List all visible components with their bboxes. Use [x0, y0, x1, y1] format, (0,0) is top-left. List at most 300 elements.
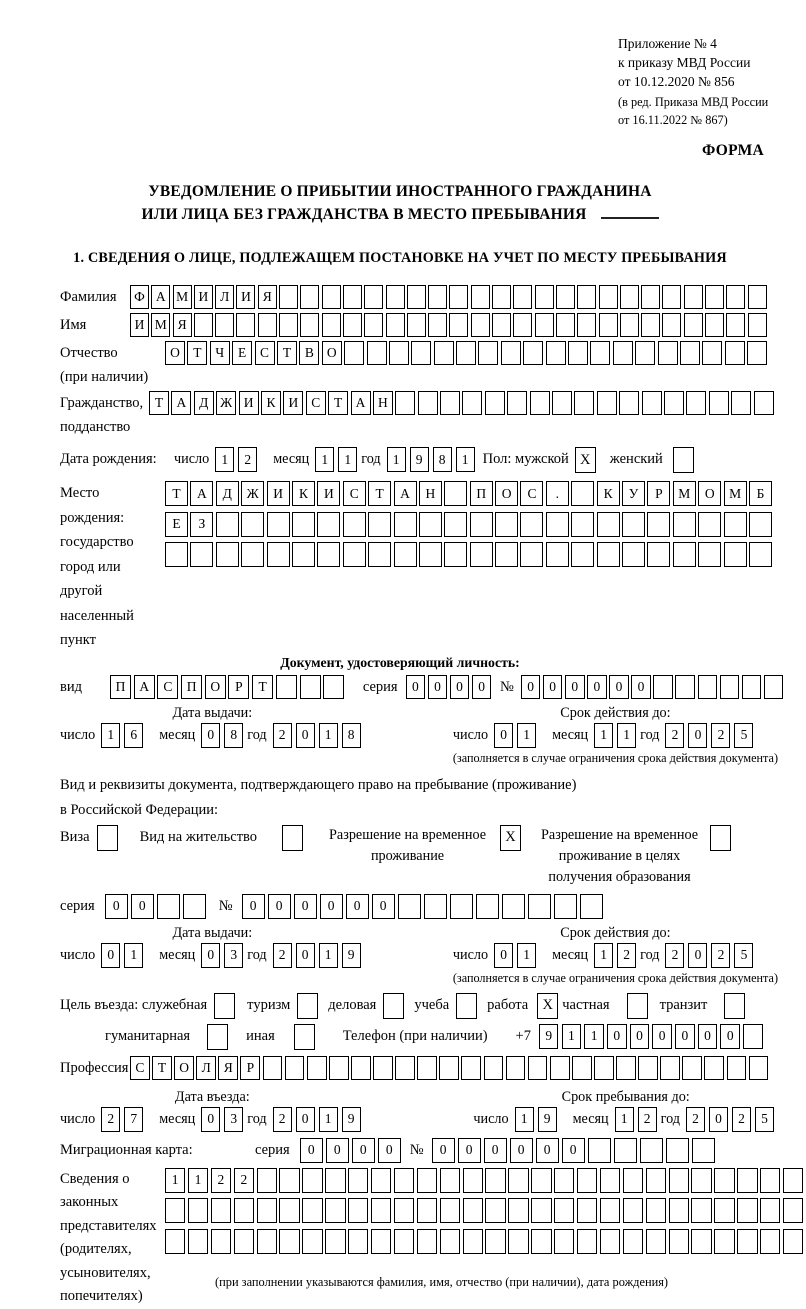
- char-box[interactable]: [470, 512, 493, 537]
- char-box[interactable]: [263, 1056, 283, 1080]
- char-box[interactable]: [165, 1198, 185, 1223]
- char-box[interactable]: [571, 542, 594, 567]
- char-box[interactable]: [292, 512, 315, 537]
- char-box[interactable]: [215, 313, 234, 337]
- char-box[interactable]: 1: [456, 447, 475, 472]
- char-box[interactable]: П: [181, 675, 202, 699]
- char-box[interactable]: 0: [609, 675, 629, 699]
- char-box[interactable]: [691, 1229, 711, 1254]
- char-box[interactable]: [554, 1198, 574, 1223]
- char-box[interactable]: [600, 1168, 620, 1193]
- char-box[interactable]: 2: [101, 1107, 120, 1132]
- char-box[interactable]: [577, 285, 596, 309]
- char-box[interactable]: 0: [268, 894, 291, 919]
- char-box[interactable]: [653, 675, 673, 699]
- char-box[interactable]: [594, 1056, 614, 1080]
- char-box[interactable]: 1: [165, 1168, 185, 1193]
- char-box[interactable]: 1: [319, 1107, 338, 1132]
- char-box[interactable]: [554, 1168, 574, 1193]
- char-box[interactable]: [724, 512, 747, 537]
- char-box[interactable]: 1: [594, 943, 613, 968]
- char-box[interactable]: 2: [711, 943, 730, 968]
- char-box[interactable]: [588, 1138, 611, 1163]
- char-box[interactable]: 0: [688, 723, 707, 748]
- char-box[interactable]: [394, 1168, 414, 1193]
- char-box[interactable]: [748, 285, 767, 309]
- char-box[interactable]: [646, 1168, 666, 1193]
- char-box[interactable]: 0: [543, 675, 563, 699]
- char-box[interactable]: [577, 313, 596, 337]
- purpose-study-checkbox[interactable]: [456, 993, 477, 1019]
- char-box[interactable]: 0: [101, 943, 120, 968]
- char-box[interactable]: [669, 1229, 689, 1254]
- char-box[interactable]: [211, 1229, 231, 1254]
- char-box[interactable]: 0: [105, 894, 128, 919]
- char-box[interactable]: [702, 341, 722, 365]
- char-box[interactable]: И: [130, 313, 149, 337]
- char-box[interactable]: О: [174, 1056, 194, 1080]
- char-box[interactable]: [749, 1056, 769, 1080]
- char-box[interactable]: [622, 512, 645, 537]
- char-box[interactable]: [748, 313, 767, 337]
- char-box[interactable]: [698, 542, 721, 567]
- char-box[interactable]: [622, 542, 645, 567]
- char-box[interactable]: [285, 1056, 305, 1080]
- char-box[interactable]: [478, 341, 498, 365]
- char-box[interactable]: [279, 1168, 299, 1193]
- char-box[interactable]: [616, 1056, 636, 1080]
- char-box[interactable]: [577, 1168, 597, 1193]
- purpose-transit-checkbox[interactable]: [724, 993, 745, 1019]
- purpose-tourism-checkbox[interactable]: [297, 993, 318, 1019]
- char-box[interactable]: [302, 1168, 322, 1193]
- char-box[interactable]: [450, 894, 473, 919]
- char-box[interactable]: [764, 675, 784, 699]
- char-box[interactable]: [440, 1168, 460, 1193]
- char-box[interactable]: [535, 313, 554, 337]
- char-box[interactable]: О: [165, 341, 185, 365]
- char-box[interactable]: 2: [617, 943, 636, 968]
- char-box[interactable]: [692, 1138, 715, 1163]
- char-box[interactable]: [556, 285, 575, 309]
- char-box[interactable]: 1: [315, 447, 334, 472]
- char-box[interactable]: [444, 512, 467, 537]
- char-box[interactable]: 0: [406, 675, 426, 699]
- char-box[interactable]: [241, 542, 264, 567]
- char-box[interactable]: 0: [565, 675, 585, 699]
- char-box[interactable]: [323, 675, 344, 699]
- char-box[interactable]: [444, 542, 467, 567]
- char-box[interactable]: [190, 542, 213, 567]
- char-box[interactable]: [317, 512, 340, 537]
- char-box[interactable]: А: [171, 391, 191, 415]
- purpose-private-checkbox[interactable]: [627, 993, 648, 1019]
- char-box[interactable]: [267, 512, 290, 537]
- char-box[interactable]: [386, 285, 405, 309]
- visa-checkbox[interactable]: [97, 825, 118, 851]
- char-box[interactable]: [440, 391, 460, 415]
- char-box[interactable]: [669, 1168, 689, 1193]
- char-box[interactable]: [343, 542, 366, 567]
- char-box[interactable]: [417, 1168, 437, 1193]
- char-box[interactable]: 0: [428, 675, 448, 699]
- char-box[interactable]: [691, 1198, 711, 1223]
- char-box[interactable]: [662, 313, 681, 337]
- char-box[interactable]: [389, 341, 409, 365]
- char-box[interactable]: [641, 313, 660, 337]
- char-box[interactable]: [300, 285, 319, 309]
- char-box[interactable]: 2: [234, 1168, 254, 1193]
- char-box[interactable]: Н: [419, 481, 442, 506]
- char-box[interactable]: 0: [484, 1138, 507, 1163]
- char-box[interactable]: [484, 1056, 504, 1080]
- char-box[interactable]: [571, 512, 594, 537]
- char-box[interactable]: [344, 341, 364, 365]
- char-box[interactable]: [640, 1138, 663, 1163]
- char-box[interactable]: О: [205, 675, 226, 699]
- char-box[interactable]: [368, 542, 391, 567]
- char-box[interactable]: Б: [749, 481, 772, 506]
- char-box[interactable]: [394, 1198, 414, 1223]
- char-box[interactable]: [528, 894, 551, 919]
- char-box[interactable]: .: [546, 481, 569, 506]
- char-box[interactable]: Т: [152, 1056, 172, 1080]
- char-box[interactable]: 1: [338, 447, 357, 472]
- char-box[interactable]: [599, 285, 618, 309]
- char-box[interactable]: [216, 512, 239, 537]
- char-box[interactable]: А: [190, 481, 213, 506]
- char-box[interactable]: [599, 313, 618, 337]
- char-box[interactable]: С: [130, 1056, 150, 1080]
- char-box[interactable]: 0: [562, 1138, 585, 1163]
- char-box[interactable]: 0: [201, 943, 220, 968]
- char-box[interactable]: [279, 1198, 299, 1223]
- char-box[interactable]: 0: [472, 675, 492, 699]
- char-box[interactable]: [577, 1229, 597, 1254]
- char-box[interactable]: 0: [494, 723, 513, 748]
- char-box[interactable]: [749, 542, 772, 567]
- purpose-work-checkbox[interactable]: X: [537, 993, 558, 1019]
- char-box[interactable]: [371, 1198, 391, 1223]
- char-box[interactable]: [642, 391, 662, 415]
- char-box[interactable]: З: [190, 512, 213, 537]
- char-box[interactable]: [646, 1198, 666, 1223]
- char-box[interactable]: [165, 542, 188, 567]
- char-box[interactable]: [749, 512, 772, 537]
- char-box[interactable]: Т: [368, 481, 391, 506]
- char-box[interactable]: [737, 1229, 757, 1254]
- char-box[interactable]: [530, 391, 550, 415]
- char-box[interactable]: 3: [224, 1107, 243, 1132]
- char-box[interactable]: [714, 1198, 734, 1223]
- char-box[interactable]: [343, 313, 362, 337]
- char-box[interactable]: 8: [342, 723, 361, 748]
- male-checkbox[interactable]: X: [575, 447, 596, 473]
- char-box[interactable]: И: [317, 481, 340, 506]
- char-box[interactable]: [322, 285, 341, 309]
- char-box[interactable]: 5: [734, 723, 753, 748]
- char-box[interactable]: 9: [342, 1107, 361, 1132]
- char-box[interactable]: Т: [277, 341, 297, 365]
- char-box[interactable]: [183, 894, 206, 919]
- char-box[interactable]: 0: [631, 675, 651, 699]
- char-box[interactable]: [590, 341, 610, 365]
- char-box[interactable]: [673, 512, 696, 537]
- char-box[interactable]: [682, 1056, 702, 1080]
- char-box[interactable]: [552, 391, 572, 415]
- char-box[interactable]: [747, 341, 767, 365]
- char-box[interactable]: Е: [232, 341, 252, 365]
- char-box[interactable]: [417, 1056, 437, 1080]
- char-box[interactable]: [620, 285, 639, 309]
- char-box[interactable]: 1: [517, 943, 536, 968]
- char-box[interactable]: Т: [252, 675, 273, 699]
- char-box[interactable]: Р: [240, 1056, 260, 1080]
- char-box[interactable]: 2: [665, 943, 684, 968]
- char-box[interactable]: 0: [346, 894, 369, 919]
- char-box[interactable]: 0: [607, 1024, 627, 1049]
- char-box[interactable]: Р: [228, 675, 249, 699]
- char-box[interactable]: С: [520, 481, 543, 506]
- char-box[interactable]: [440, 1198, 460, 1223]
- char-box[interactable]: [660, 1056, 680, 1080]
- char-box[interactable]: 0: [587, 675, 607, 699]
- char-box[interactable]: [279, 285, 298, 309]
- char-box[interactable]: [439, 1056, 459, 1080]
- char-box[interactable]: [572, 1056, 592, 1080]
- char-box[interactable]: [417, 1198, 437, 1223]
- char-box[interactable]: [725, 341, 745, 365]
- char-box[interactable]: Я: [173, 313, 192, 337]
- char-box[interactable]: [325, 1198, 345, 1223]
- char-box[interactable]: Т: [165, 481, 188, 506]
- char-box[interactable]: [241, 512, 264, 537]
- char-box[interactable]: [600, 1229, 620, 1254]
- char-box[interactable]: 0: [720, 1024, 740, 1049]
- char-box[interactable]: [546, 512, 569, 537]
- char-box[interactable]: 0: [521, 675, 541, 699]
- char-box[interactable]: [613, 341, 633, 365]
- char-box[interactable]: [485, 1229, 505, 1254]
- char-box[interactable]: [485, 391, 505, 415]
- char-box[interactable]: [364, 313, 383, 337]
- char-box[interactable]: 0: [536, 1138, 559, 1163]
- char-box[interactable]: Н: [373, 391, 393, 415]
- char-box[interactable]: 1: [319, 943, 338, 968]
- char-box[interactable]: [520, 542, 543, 567]
- char-box[interactable]: М: [673, 481, 696, 506]
- char-box[interactable]: [165, 1229, 185, 1254]
- char-box[interactable]: 0: [201, 723, 220, 748]
- char-box[interactable]: [411, 341, 431, 365]
- char-box[interactable]: 0: [296, 1107, 315, 1132]
- char-box[interactable]: [364, 285, 383, 309]
- char-box[interactable]: [513, 313, 532, 337]
- char-box[interactable]: [398, 894, 421, 919]
- char-box[interactable]: [492, 285, 511, 309]
- char-box[interactable]: [276, 675, 297, 699]
- char-box[interactable]: И: [194, 285, 213, 309]
- residence-permit-checkbox[interactable]: [282, 825, 303, 851]
- char-box[interactable]: [508, 1168, 528, 1193]
- char-box[interactable]: [325, 1168, 345, 1193]
- char-box[interactable]: 0: [296, 943, 315, 968]
- char-box[interactable]: 0: [300, 1138, 323, 1163]
- char-box[interactable]: [684, 285, 703, 309]
- char-box[interactable]: Я: [218, 1056, 238, 1080]
- char-box[interactable]: 9: [538, 1107, 557, 1132]
- char-box[interactable]: [742, 675, 762, 699]
- char-box[interactable]: Ч: [210, 341, 230, 365]
- char-box[interactable]: [395, 1056, 415, 1080]
- char-box[interactable]: [686, 391, 706, 415]
- char-box[interactable]: [714, 1229, 734, 1254]
- char-box[interactable]: [343, 512, 366, 537]
- char-box[interactable]: В: [299, 341, 319, 365]
- char-box[interactable]: [351, 1056, 371, 1080]
- char-box[interactable]: [507, 391, 527, 415]
- char-box[interactable]: [638, 1056, 658, 1080]
- char-box[interactable]: [428, 313, 447, 337]
- char-box[interactable]: [395, 391, 415, 415]
- char-box[interactable]: [348, 1198, 368, 1223]
- char-box[interactable]: [188, 1229, 208, 1254]
- char-box[interactable]: [495, 542, 518, 567]
- char-box[interactable]: [535, 285, 554, 309]
- char-box[interactable]: [554, 894, 577, 919]
- char-box[interactable]: [300, 675, 321, 699]
- char-box[interactable]: [348, 1168, 368, 1193]
- char-box[interactable]: С: [306, 391, 326, 415]
- char-box[interactable]: [258, 313, 277, 337]
- char-box[interactable]: Ж: [216, 391, 236, 415]
- char-box[interactable]: Т: [149, 391, 169, 415]
- char-box[interactable]: 0: [458, 1138, 481, 1163]
- char-box[interactable]: 1: [124, 943, 143, 968]
- char-box[interactable]: [724, 542, 747, 567]
- char-box[interactable]: 2: [273, 1107, 292, 1132]
- purpose-other-checkbox[interactable]: [294, 1024, 315, 1050]
- char-box[interactable]: [550, 1056, 570, 1080]
- char-box[interactable]: 6: [124, 723, 143, 748]
- char-box[interactable]: 0: [432, 1138, 455, 1163]
- char-box[interactable]: [614, 1138, 637, 1163]
- char-box[interactable]: 0: [201, 1107, 220, 1132]
- char-box[interactable]: [658, 341, 678, 365]
- female-checkbox[interactable]: [673, 447, 694, 473]
- char-box[interactable]: 0: [698, 1024, 718, 1049]
- char-box[interactable]: [485, 1168, 505, 1193]
- char-box[interactable]: [623, 1198, 643, 1223]
- char-box[interactable]: [279, 313, 298, 337]
- char-box[interactable]: О: [495, 481, 518, 506]
- char-box[interactable]: [737, 1168, 757, 1193]
- char-box[interactable]: [546, 341, 566, 365]
- char-box[interactable]: К: [597, 481, 620, 506]
- char-box[interactable]: [234, 1198, 254, 1223]
- char-box[interactable]: 0: [688, 943, 707, 968]
- char-box[interactable]: 1: [319, 723, 338, 748]
- char-box[interactable]: [623, 1168, 643, 1193]
- char-box[interactable]: 0: [450, 675, 470, 699]
- char-box[interactable]: [463, 1229, 483, 1254]
- char-box[interactable]: [760, 1198, 780, 1223]
- char-box[interactable]: С: [255, 341, 275, 365]
- char-box[interactable]: [508, 1198, 528, 1223]
- char-box[interactable]: 2: [686, 1107, 705, 1132]
- char-box[interactable]: П: [110, 675, 131, 699]
- char-box[interactable]: [501, 341, 521, 365]
- char-box[interactable]: 2: [638, 1107, 657, 1132]
- char-box[interactable]: [307, 1056, 327, 1080]
- char-box[interactable]: А: [351, 391, 371, 415]
- char-box[interactable]: [394, 1229, 414, 1254]
- char-box[interactable]: [492, 313, 511, 337]
- char-box[interactable]: 1: [188, 1168, 208, 1193]
- char-box[interactable]: [419, 512, 442, 537]
- char-box[interactable]: [597, 512, 620, 537]
- char-box[interactable]: [322, 313, 341, 337]
- char-box[interactable]: Ф: [130, 285, 149, 309]
- char-box[interactable]: [506, 1056, 526, 1080]
- char-box[interactable]: [619, 391, 639, 415]
- char-box[interactable]: [236, 313, 255, 337]
- char-box[interactable]: [292, 542, 315, 567]
- char-box[interactable]: [647, 542, 670, 567]
- char-box[interactable]: [574, 391, 594, 415]
- char-box[interactable]: Т: [187, 341, 207, 365]
- char-box[interactable]: 2: [711, 723, 730, 748]
- char-box[interactable]: [428, 285, 447, 309]
- char-box[interactable]: [407, 285, 426, 309]
- char-box[interactable]: [743, 1024, 763, 1049]
- char-box[interactable]: И: [283, 391, 303, 415]
- char-box[interactable]: Д: [216, 481, 239, 506]
- char-box[interactable]: [419, 542, 442, 567]
- char-box[interactable]: Е: [165, 512, 188, 537]
- char-box[interactable]: [580, 894, 603, 919]
- char-box[interactable]: [461, 1056, 481, 1080]
- char-box[interactable]: [698, 512, 721, 537]
- char-box[interactable]: 0: [352, 1138, 375, 1163]
- char-box[interactable]: [754, 391, 774, 415]
- char-box[interactable]: 8: [433, 447, 452, 472]
- char-box[interactable]: 3: [224, 943, 243, 968]
- char-box[interactable]: А: [394, 481, 417, 506]
- char-box[interactable]: 0: [372, 894, 395, 919]
- char-box[interactable]: [646, 1229, 666, 1254]
- char-box[interactable]: [731, 391, 751, 415]
- char-box[interactable]: 0: [294, 894, 317, 919]
- char-box[interactable]: 0: [326, 1138, 349, 1163]
- char-box[interactable]: [620, 313, 639, 337]
- char-box[interactable]: [673, 542, 696, 567]
- char-box[interactable]: М: [724, 481, 747, 506]
- char-box[interactable]: 2: [211, 1168, 231, 1193]
- char-box[interactable]: [257, 1168, 277, 1193]
- char-box[interactable]: [760, 1229, 780, 1254]
- char-box[interactable]: [367, 341, 387, 365]
- purpose-humanitarian-checkbox[interactable]: [207, 1024, 228, 1050]
- char-box[interactable]: [470, 542, 493, 567]
- char-box[interactable]: 0: [510, 1138, 533, 1163]
- char-box[interactable]: Л: [196, 1056, 216, 1080]
- char-box[interactable]: И: [267, 481, 290, 506]
- char-box[interactable]: [434, 341, 454, 365]
- char-box[interactable]: [216, 542, 239, 567]
- char-box[interactable]: [726, 313, 745, 337]
- char-box[interactable]: [456, 341, 476, 365]
